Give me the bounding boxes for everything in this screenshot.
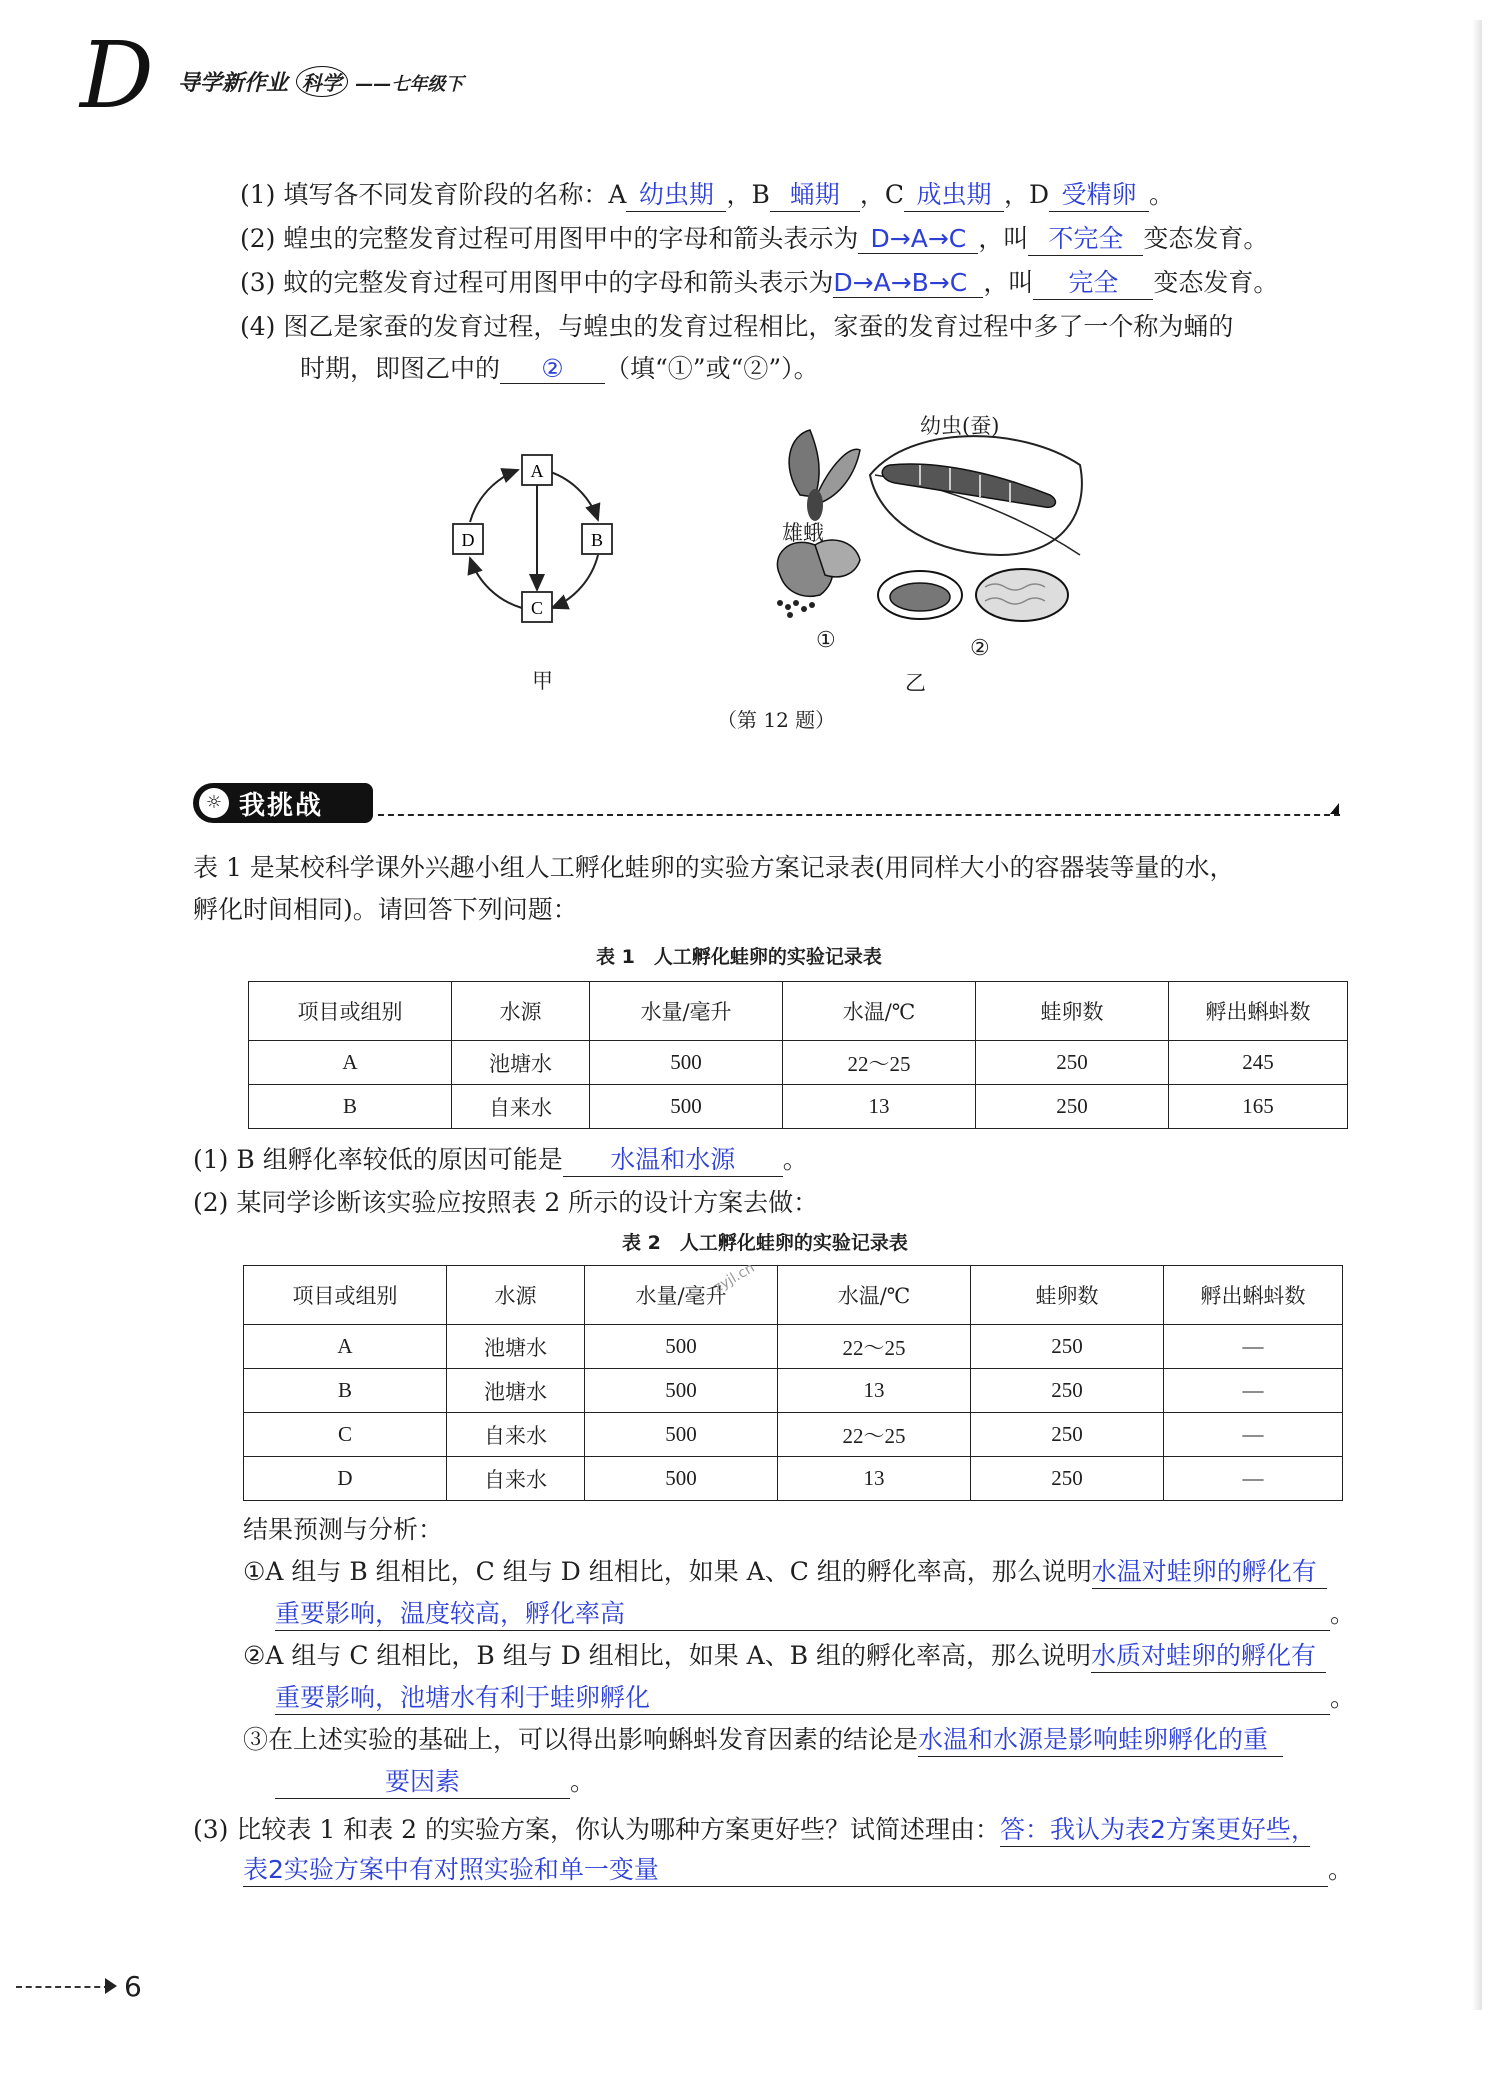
- table2-cell: 500: [585, 1325, 778, 1369]
- end-mark: 。: [1149, 180, 1175, 209]
- q12-part4-line2: [300, 349, 819, 385]
- analysis-1-text: ①A 组与 B 组相比，C 组与 D 组相比，如果 A、C 组的孵化率高，那么说明: [243, 1557, 1092, 1586]
- grade-label: ——七年级下: [355, 74, 464, 95]
- table2-cell: —: [1164, 1325, 1343, 1369]
- table-row: [249, 1085, 1348, 1129]
- table2-cell: A: [244, 1325, 447, 1369]
- book-title: 导学新作业: [178, 71, 289, 96]
- table2-cell: 池塘水: [447, 1369, 585, 1413]
- watermark: zyjl.cn: [710, 1259, 758, 1297]
- table-row: [244, 1457, 1343, 1501]
- table1-cell: 500: [590, 1041, 783, 1085]
- analysis-3: [243, 1720, 1283, 1757]
- table2-header-row: [244, 1266, 1343, 1325]
- page-edge-shadow: [1472, 20, 1482, 2010]
- q12-part3: [240, 263, 1278, 300]
- subject-badge: 科学: [296, 66, 348, 97]
- table2-header: 水量/毫升: [585, 1266, 778, 1325]
- analysis-2-line2: [275, 1678, 1355, 1715]
- table1-cell: 22～25: [783, 1041, 976, 1085]
- analysis-1-answer-part1: 水温对蛙卵的孵化有: [1091, 1557, 1317, 1586]
- q12-p3-num: (3): [240, 268, 276, 297]
- table1-cell: B: [249, 1085, 452, 1129]
- table1-cell: 13: [783, 1085, 976, 1129]
- analysis-2-text: ②A 组与 C 组相比，B 组与 D 组相比，如果 A、B 组的孵化率高，那么说明: [243, 1641, 1092, 1670]
- q1-text: B 组孵化率较低的原因可能是: [236, 1145, 563, 1174]
- female-moth-eggs-illustration: [777, 540, 860, 618]
- q12-part2: [240, 219, 1268, 256]
- analysis-3-answer-part2: 要因素: [384, 1767, 460, 1796]
- challenge-divider: [378, 814, 1340, 816]
- q1-answer: 水温和水源: [610, 1145, 736, 1174]
- table1-header: 水温/℃: [783, 982, 976, 1041]
- table1-header: 孵出蝌蚪数: [1169, 982, 1348, 1041]
- table2-cell: —: [1164, 1413, 1343, 1457]
- table1-cell: 250: [976, 1041, 1169, 1085]
- end-text: 变态发育。: [1143, 224, 1269, 253]
- mid-text: ，叫: [978, 224, 1029, 253]
- answer-b: 蛹期: [789, 180, 840, 209]
- table1-cell: 自来水: [452, 1085, 590, 1129]
- end-text: （填“①”或“②”）。: [605, 354, 819, 383]
- table1-title: 表 1 人工孵化蛙卵的实验记录表: [596, 946, 882, 968]
- table1-header: 水量/毫升: [590, 982, 783, 1041]
- mid-text: ，叫: [983, 268, 1034, 297]
- challenge-q1: [193, 1140, 808, 1177]
- q2-text: 某同学诊断该实验应按照表 2 所示的设计方案去做：: [236, 1188, 819, 1217]
- table-row: [244, 1413, 1343, 1457]
- q12-p4-num: (4): [240, 312, 276, 341]
- table1-cell: 250: [976, 1085, 1169, 1129]
- footer-arrow-icon: [105, 1978, 117, 1994]
- end-mark: 。: [1330, 1683, 1356, 1712]
- challenge-q3: [193, 1810, 1316, 1847]
- node-c: C: [530, 598, 544, 618]
- footer-dash: [16, 1986, 110, 1988]
- table2-cell: —: [1164, 1369, 1343, 1413]
- node-a: A: [530, 461, 544, 481]
- table2-header: 孵出蝌蚪数: [1164, 1266, 1343, 1325]
- table2-cell: 13: [778, 1369, 971, 1413]
- challenge-intro-2: 孵化时间相同)。请回答下列问题：: [193, 895, 578, 924]
- table2-header: 蛙卵数: [971, 1266, 1164, 1325]
- q12-part4: [240, 307, 1233, 343]
- sep-d: ，D: [1003, 180, 1049, 209]
- node-d: D: [461, 530, 475, 550]
- q12-part1: [240, 175, 1174, 212]
- end-mark: 。: [570, 1767, 596, 1796]
- q12-p4-text2: 时期，即图乙中的: [300, 354, 501, 383]
- table2-cell: 500: [585, 1457, 778, 1501]
- arrow-d-to-a: [470, 470, 518, 522]
- answer-pupa-mark: ②: [541, 354, 564, 383]
- table2-cell: B: [244, 1369, 447, 1413]
- table-row: [244, 1369, 1343, 1413]
- table2-cell: 250: [971, 1369, 1164, 1413]
- analysis-title: 结果预测与分析：: [243, 1515, 444, 1544]
- table2-cell: 250: [971, 1413, 1164, 1457]
- q12-p2-num: (2): [240, 224, 276, 253]
- challenge-title: 我挑战: [239, 790, 324, 821]
- q12-p4-text: 图乙是家蚕的发育过程，与蝗虫的发育过程相比，家蚕的发育过程中多了一个称为蛹的: [283, 312, 1234, 341]
- arrow-b-to-c: [552, 555, 598, 608]
- analysis-3-line2: [275, 1762, 595, 1799]
- table-row: [249, 1041, 1348, 1085]
- q12-p3-text: 蚊的完整发育过程可用图甲中的字母和箭头表示为: [283, 268, 834, 297]
- leaf-larva-illustration: [870, 436, 1082, 555]
- table2-cell: 22～25: [778, 1325, 971, 1369]
- answer-sequence-mosquito: D→A→B→C: [833, 268, 968, 297]
- q12-p2-text: 蝗虫的完整发育过程可用图甲中的字母和箭头表示为: [283, 224, 859, 253]
- analysis-2: [243, 1636, 1326, 1673]
- male-moth-illustration: [789, 430, 860, 521]
- answer-sequence-locust: D→A→C: [870, 224, 967, 253]
- label-larva: 幼虫(蚕): [920, 414, 1000, 438]
- end-text: 变态发育。: [1153, 268, 1279, 297]
- challenge-intro-1: 表 1 是某校科学课外兴趣小组人工孵化蛙卵的实验方案记录表(用同样大小的容器装等量的水，: [193, 853, 1235, 882]
- table-row: [244, 1325, 1343, 1369]
- analysis-1: [243, 1552, 1327, 1589]
- answer-a: 幼虫期: [638, 180, 714, 209]
- table1-header: 项目或组别: [249, 982, 452, 1041]
- sep-b: ，B: [726, 180, 770, 209]
- figure-caption: （第 12 题）: [717, 708, 836, 732]
- table2-cell: D: [244, 1457, 447, 1501]
- page-number: 6: [124, 1970, 142, 2003]
- header-title-block: [178, 66, 463, 97]
- pupa-illustration: [878, 571, 962, 619]
- table1-header: 蛙卵数: [976, 982, 1169, 1041]
- table1-cell: A: [249, 1041, 452, 1085]
- end-mark: 。: [1330, 1599, 1356, 1628]
- label-mark-2: ②: [970, 636, 990, 661]
- table2-header: 项目或组别: [244, 1266, 447, 1325]
- table2-cell: 自来水: [447, 1457, 585, 1501]
- analysis-3-text: ③在上述实验的基础上，可以得出影响蝌蚪发育因素的结论是: [243, 1725, 919, 1754]
- table1: [248, 981, 1348, 1129]
- answer-type-locust: 不完全: [1048, 224, 1124, 253]
- analysis-3-answer-part1: 水温和水源是影响蛙卵孵化的重: [918, 1725, 1269, 1754]
- table2-cell: 自来水: [447, 1413, 585, 1457]
- table2-cell: 池塘水: [447, 1325, 585, 1369]
- label-mark-1: ①: [816, 628, 836, 653]
- q12-p1-text: 填写各不同发育阶段的名称：A: [283, 180, 627, 209]
- challenge-q2: [193, 1183, 818, 1219]
- sep-c: ，C: [859, 180, 904, 209]
- diagram-jia: [430, 440, 650, 640]
- table1-header: 水源: [452, 982, 590, 1041]
- q3-answer-part1: 答：我认为表2方案更好些，: [999, 1815, 1316, 1844]
- q3-answer-part2: 表2实验方案中有对照实验和单一变量: [243, 1855, 659, 1884]
- node-b: B: [590, 530, 604, 550]
- analysis-1-line2: [275, 1594, 1355, 1631]
- divider-corner-mark: [1330, 803, 1339, 814]
- analysis-1-answer-part2: 重要影响，温度较高，孵化率高: [275, 1599, 626, 1628]
- challenge-q3-line2: [243, 1850, 1353, 1887]
- table1-cell: 池塘水: [452, 1041, 590, 1085]
- header-logo: D: [80, 22, 154, 129]
- label-male-moth: 雄蛾: [782, 521, 824, 545]
- end-mark: 。: [782, 1145, 808, 1174]
- table1-cell: 165: [1169, 1085, 1348, 1129]
- table2-cell: —: [1164, 1457, 1343, 1501]
- arrow-c-to-d: [470, 558, 522, 608]
- cocoon-illustration: [976, 569, 1068, 621]
- q2-num: (2): [193, 1188, 229, 1217]
- answer-type-mosquito: 完全: [1068, 268, 1119, 297]
- analysis-2-answer-part2: 重要影响，池塘水有利于蛙卵孵化: [275, 1683, 651, 1712]
- analysis-2-answer-part1: 水质对蛙卵的孵化有: [1091, 1641, 1317, 1670]
- q12-p1-num: (1): [240, 180, 276, 209]
- table1-header-row: [249, 982, 1348, 1041]
- table2-cell: C: [244, 1413, 447, 1457]
- table2-cell: 22～25: [778, 1413, 971, 1457]
- answer-c: 成虫期: [916, 180, 992, 209]
- q3-num: (3): [193, 1815, 229, 1844]
- q1-num: (1): [193, 1145, 229, 1174]
- table1-cell: 245: [1169, 1041, 1348, 1085]
- table1-cell: 500: [590, 1085, 783, 1129]
- q3-text: 比较表 1 和表 2 的实验方案，你认为哪种方案更好些？试简述理由：: [236, 1815, 1000, 1844]
- table2-cell: 13: [778, 1457, 971, 1501]
- challenge-banner: [193, 783, 373, 823]
- table2-header: 水源: [447, 1266, 585, 1325]
- answer-d: 受精卵: [1061, 180, 1137, 209]
- table2-cell: 500: [585, 1413, 778, 1457]
- table2-cell: 250: [971, 1457, 1164, 1501]
- table2-cell: 500: [585, 1369, 778, 1413]
- table2-title: 表 2 人工孵化蛙卵的实验记录表: [622, 1232, 908, 1254]
- end-mark: 。: [1328, 1855, 1354, 1884]
- label-yi: 乙: [905, 671, 926, 695]
- table2-cell: 250: [971, 1325, 1164, 1369]
- lightbulb-icon: ☼: [199, 788, 229, 818]
- table2: [243, 1265, 1343, 1501]
- label-jia: 甲: [532, 669, 553, 693]
- table2-header: 水温/℃: [778, 1266, 971, 1325]
